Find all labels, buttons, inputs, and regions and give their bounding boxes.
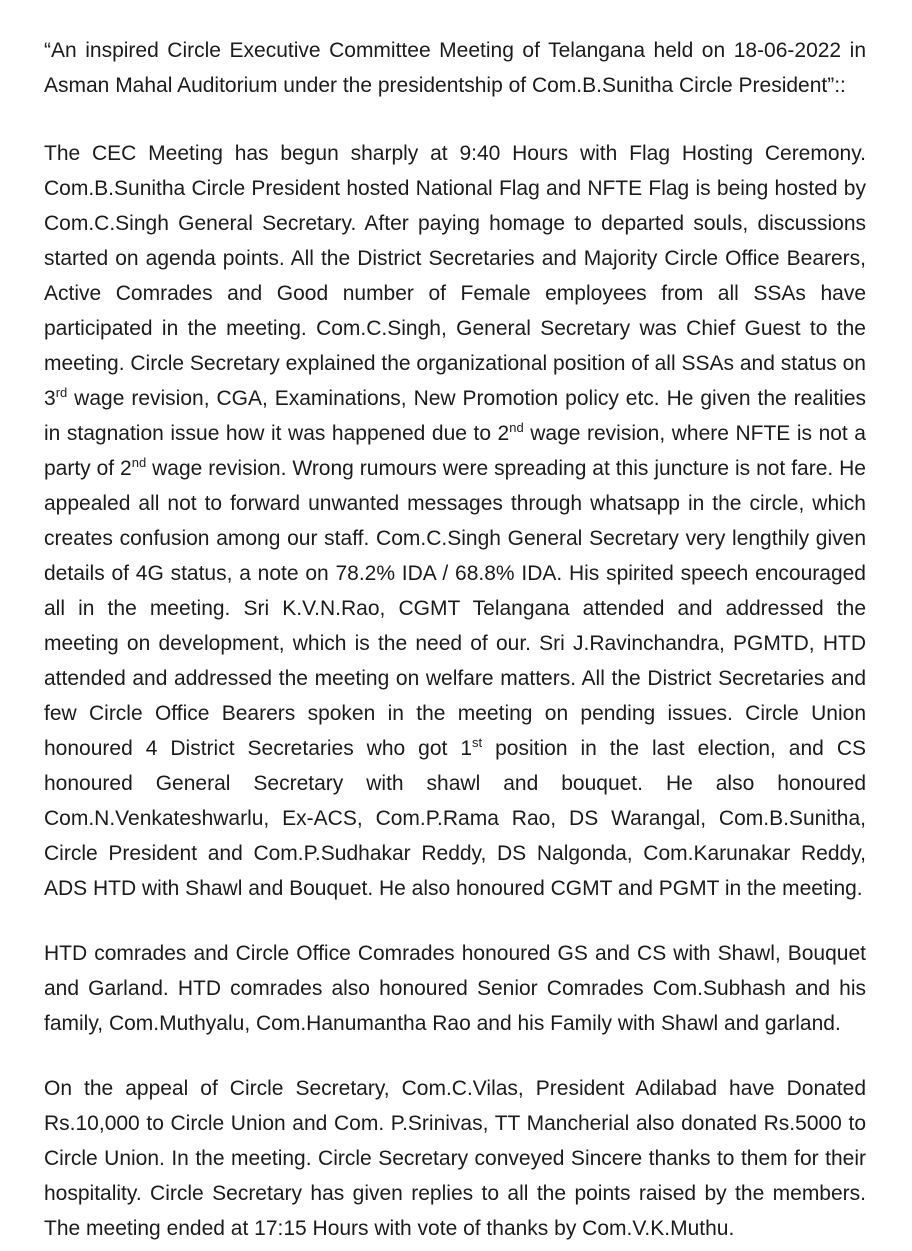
text-run: The CEC Meeting has begun sharply at 9:40 Hours with Flag Hosting Ceremony. Com.B.Sunitha Circle President hosted National Flag and NFTE Flag is being hosted by Com.C.Singh General Secretary. After paying homage to departed souls, discussions started on agenda points. All the District Secretaries and Majority Circle Office Bearers, Active Comrades and Good number of Female employees from all SSAs have participated in the meeting. Com.C.Singh, General Secretary was Chief Guest to the meeting. Circle Secretary explained the organizational position of all SSAs and status on 3: [44, 142, 866, 410]
text-run: wage revision. Wrong rumours were spreading at this juncture is not fare. He appealed all not to forward unwanted messages through whatsapp in the circle, which creates confusion among our staff. Com.C.Singh General Secretary very lengthily given details of 4G status, a note on 78.2% IDA / 68.8% IDA. His spirited speech encouraged all in the meeting. Sri K.V.N.Rao, CGMT Telangana attended and addressed the meeting on development, which is the need of our. Sri J.Ravinchandra, PGMTD, HTD attended and addressed the meeting on welfare matters. All the District Secretaries and few Circle Office Bearers spoken in the meeting on pending issues. Circle Union honoured 4 District Secretaries who got 1: [44, 457, 866, 760]
superscript-text: rd: [55, 385, 68, 400]
text-run: “An inspired Circle Executive Committee Meeting of Telangana held on 18-06-2022 in Asman Mahal Auditorium under the presidentship of Com.B.Sunitha Circle President”::: [44, 39, 866, 97]
text-run: wage revision, CGA, Examinations, New Promotion policy etc. He given the realities in stagnation issue how it was happened due to 2: [44, 387, 866, 445]
text-run: On the appeal of Circle Secretary, Com.C.Vilas, President Adilabad have Donated Rs.10,000 to Circle Union and Com. P.Srinivas, TT Mancherial also donated Rs.5000 to Circle Union. In the meeting. Circle Secretary conveyed Sincere thanks to them for their hospitality. Circle Secretary has given replies to all the points raised by the members. The meeting ended at 17:15 Hours with vote of thanks by Com.V.K.Muthu.: [44, 1077, 866, 1240]
paragraph-heading: [44, 33, 866, 103]
paragraph-body-1: [44, 136, 866, 906]
paragraph-body-3: [44, 1071, 866, 1246]
text-run: wage revision, where NFTE is not a party of 2: [44, 422, 866, 480]
superscript-text: nd: [509, 420, 524, 435]
text-run: position in the last election, and CS honoured General Secretary with shawl and bouquet. He also honoured Com.N.Venkateshwarlu, Ex-ACS, Com.P.Rama Rao, DS Warangal, Com.B.Sunitha, Circle President and Com.P.Sudhakar Reddy, DS Nalgonda, Com.Karunakar Reddy, ADS HTD with Shawl and Bouquet. He also honoured CGMT and PGMT in the meeting.: [44, 737, 866, 900]
paragraph-body-2: [44, 936, 866, 1041]
superscript-text: st: [472, 735, 483, 750]
superscript-text: nd: [131, 455, 147, 470]
text-run: HTD comrades and Circle Office Comrades honoured GS and CS with Shawl, Bouquet and Garland. HTD comrades also honoured Senior Comrades Com.Subhash and his family, Com.Muthyalu, Com.Hanumantha Rao and his Family with Shawl and garland.: [44, 942, 866, 1035]
document-content: [44, 33, 866, 1246]
